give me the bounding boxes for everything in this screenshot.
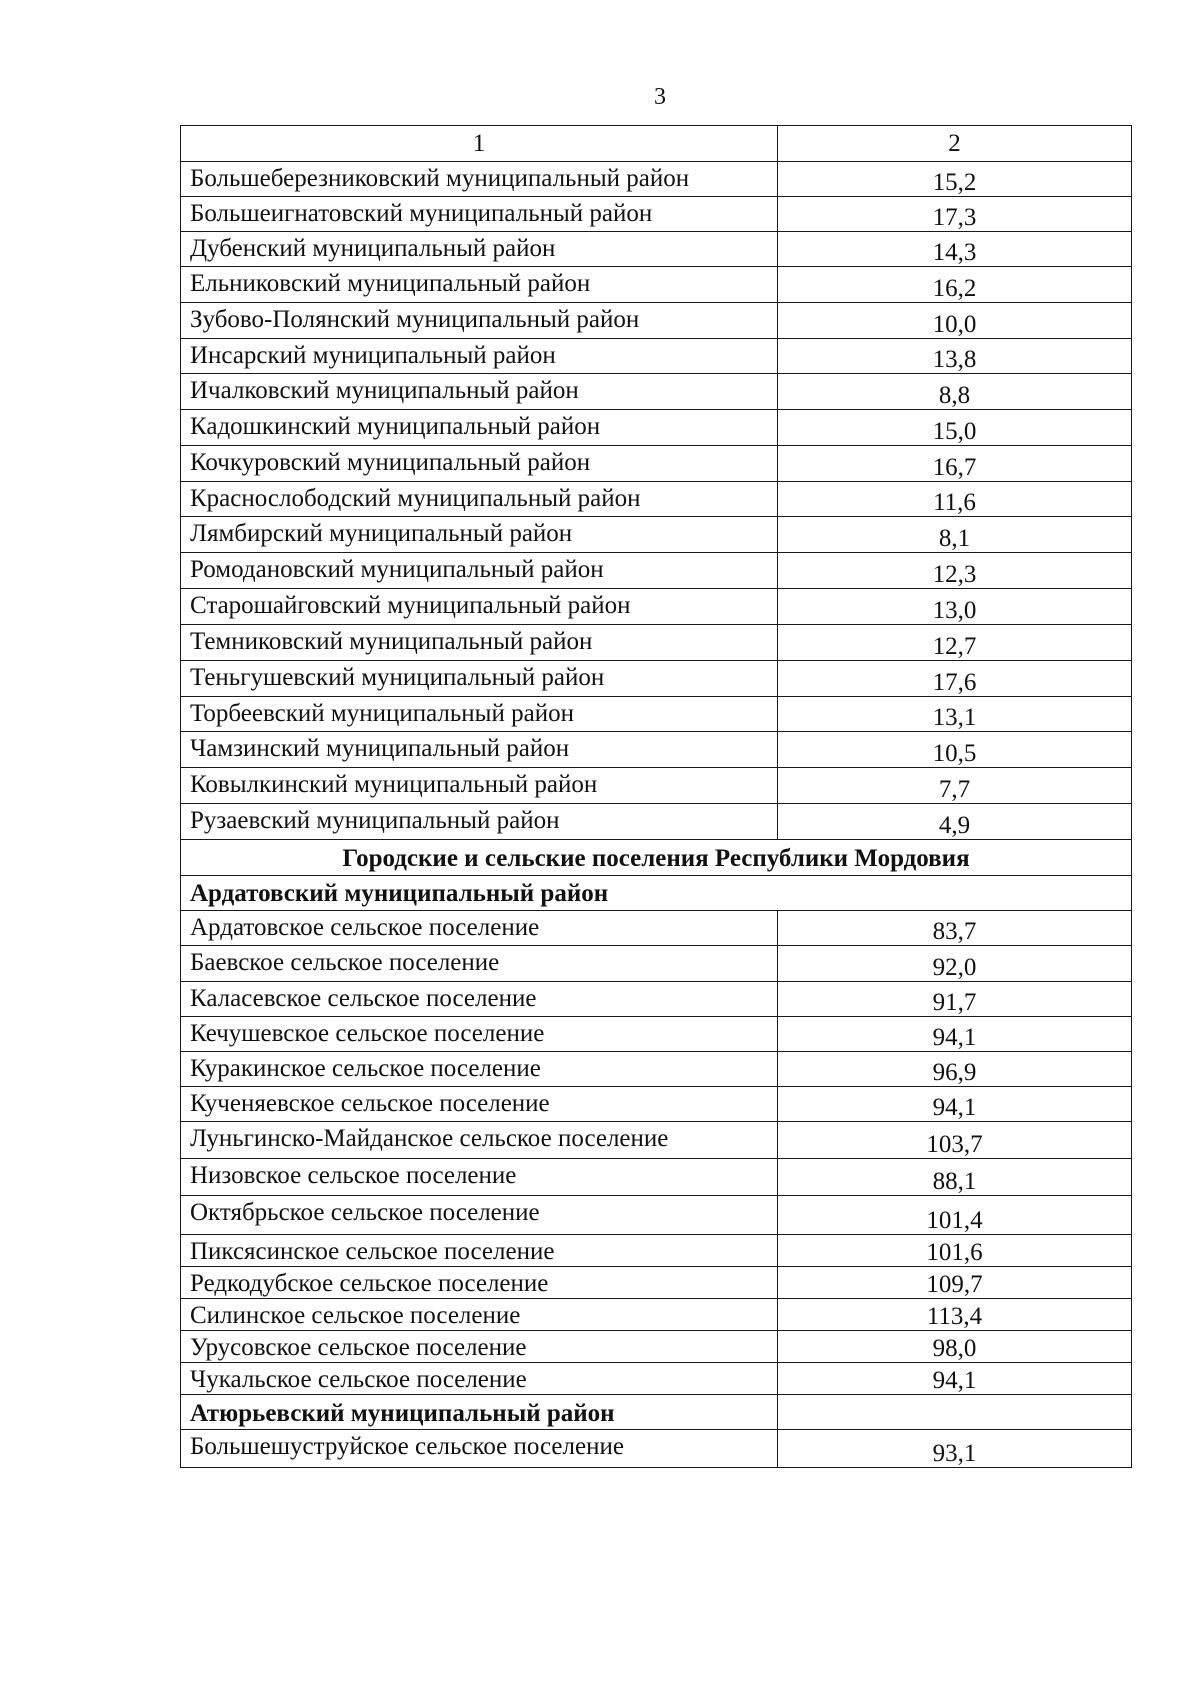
settlement-row <box>181 1267 1132 1299</box>
row-value: 12,3 <box>778 553 1132 589</box>
settlement-row <box>181 1122 1132 1159</box>
settlement-row <box>181 1331 1132 1363</box>
settlement-row <box>181 946 1132 982</box>
district-row <box>181 482 1132 517</box>
data-table <box>180 125 1132 1468</box>
row-name: Ромодановский муниципальный район <box>181 553 778 589</box>
row-value: 88,1 <box>778 1159 1132 1196</box>
row-name: Кечушевское сельское поселение <box>181 1017 778 1052</box>
subsection-heading: Ардатовский муниципальный район <box>181 876 1132 911</box>
row-value: 94,1 <box>778 1087 1132 1122</box>
row-value: 17,3 <box>778 197 1132 232</box>
row-value: 17,6 <box>778 661 1132 697</box>
settlement-row <box>181 1299 1132 1331</box>
subsection-heading-row <box>181 1395 1132 1430</box>
row-name: Зубово-Полянский муниципальный район <box>181 303 778 339</box>
row-value: 16,2 <box>778 267 1132 303</box>
row-name: Краснослободский муниципальный район <box>181 482 778 517</box>
row-value: 92,0 <box>778 946 1132 982</box>
district-row <box>181 410 1132 446</box>
row-value: 13,1 <box>778 697 1132 732</box>
row-name: Баевское сельское поселение <box>181 946 778 982</box>
row-value: 8,8 <box>778 374 1132 410</box>
row-name: Чукальское сельское поселение <box>181 1363 778 1395</box>
row-value: 13,0 <box>778 589 1132 625</box>
row-value: 10,5 <box>778 732 1132 768</box>
row-name: Ельниковский муниципальный район <box>181 267 778 303</box>
row-value: 109,7 <box>778 1267 1132 1299</box>
table-header-row <box>181 126 1132 162</box>
row-value: 94,1 <box>778 1017 1132 1052</box>
row-name: Большеберезниковский муниципальный район <box>181 162 778 197</box>
district-row <box>181 517 1132 553</box>
section-heading-row <box>181 840 1132 876</box>
row-name: Дубенский муниципальный район <box>181 232 778 267</box>
district-row <box>181 197 1132 232</box>
district-row <box>181 303 1132 339</box>
row-name: Редкодубское сельское поселение <box>181 1267 778 1299</box>
row-name: Чамзинский муниципальный район <box>181 732 778 768</box>
settlement-row <box>181 911 1132 946</box>
district-row <box>181 232 1132 267</box>
settlement-row <box>181 1087 1132 1122</box>
row-name: Силинское сельское поселение <box>181 1299 778 1331</box>
section-heading: Городские и сельские поселения Республики Мордовия <box>181 840 1132 876</box>
row-name: Лямбирский муниципальный район <box>181 517 778 553</box>
row-value: 98,0 <box>778 1331 1132 1363</box>
settlement-row <box>181 1235 1132 1267</box>
row-name: Кученяевское сельское поселение <box>181 1087 778 1122</box>
row-name: Старошайговский муниципальный район <box>181 589 778 625</box>
district-row <box>181 339 1132 374</box>
row-value: 7,7 <box>778 768 1132 804</box>
row-value: 15,0 <box>778 410 1132 446</box>
row-name: Ардатовское сельское поселение <box>181 911 778 946</box>
empty-cell <box>778 1395 1132 1430</box>
district-row <box>181 374 1132 410</box>
district-row <box>181 553 1132 589</box>
district-row <box>181 589 1132 625</box>
row-value: 8,1 <box>778 517 1132 553</box>
settlement-row <box>181 1430 1132 1468</box>
row-name: Кадошкинский муниципальный район <box>181 410 778 446</box>
district-row <box>181 768 1132 804</box>
row-value: 14,3 <box>778 232 1132 267</box>
row-name: Октябрьское сельское поселение <box>181 1196 778 1235</box>
subsection-heading-row <box>181 876 1132 911</box>
column-header-1: 1 <box>181 126 778 162</box>
row-value: 96,9 <box>778 1052 1132 1087</box>
row-name: Теньгушевский муниципальный район <box>181 661 778 697</box>
column-header-2: 2 <box>778 126 1132 162</box>
subsection-heading: Атюрьевский муниципальный район <box>181 1395 778 1430</box>
district-row <box>181 697 1132 732</box>
row-name: Большешуструйское сельское поселение <box>181 1430 778 1468</box>
settlement-row <box>181 1017 1132 1052</box>
district-row <box>181 804 1132 840</box>
district-row <box>181 661 1132 697</box>
row-value: 12,7 <box>778 625 1132 661</box>
district-row <box>181 446 1132 482</box>
row-value: 94,1 <box>778 1363 1132 1395</box>
row-name: Куракинское сельское поселение <box>181 1052 778 1087</box>
settlement-row <box>181 1159 1132 1196</box>
settlement-row <box>181 1052 1132 1087</box>
row-name: Урусовское сельское поселение <box>181 1331 778 1363</box>
settlement-row <box>181 1196 1132 1235</box>
district-row <box>181 162 1132 197</box>
row-value: 93,1 <box>778 1430 1132 1468</box>
row-name: Пиксясинское сельское поселение <box>181 1235 778 1267</box>
row-name: Торбеевский муниципальный район <box>181 697 778 732</box>
district-row <box>181 732 1132 768</box>
table-body <box>181 126 1132 1468</box>
row-value: 11,6 <box>778 482 1132 517</box>
row-name: Кочкуровский муниципальный район <box>181 446 778 482</box>
row-value: 16,7 <box>778 446 1132 482</box>
row-value: 83,7 <box>778 911 1132 946</box>
row-value: 101,4 <box>778 1196 1132 1235</box>
row-value: 10,0 <box>778 303 1132 339</box>
row-name: Рузаевский муниципальный район <box>181 804 778 840</box>
page-number: 3 <box>654 84 666 110</box>
row-name: Каласевское сельское поселение <box>181 982 778 1017</box>
settlement-row <box>181 1363 1132 1395</box>
row-name: Низовское сельское поселение <box>181 1159 778 1196</box>
row-name: Темниковский муниципальный район <box>181 625 778 661</box>
row-name: Инсарский муниципальный район <box>181 339 778 374</box>
row-value: 4,9 <box>778 804 1132 840</box>
row-value: 113,4 <box>778 1299 1132 1331</box>
row-value: 101,6 <box>778 1235 1132 1267</box>
row-value: 15,2 <box>778 162 1132 197</box>
row-value: 13,8 <box>778 339 1132 374</box>
row-name: Ичалковский муниципальный район <box>181 374 778 410</box>
district-row <box>181 267 1132 303</box>
settlement-row <box>181 982 1132 1017</box>
row-name: Ковылкинский муниципальный район <box>181 768 778 804</box>
row-value: 91,7 <box>778 982 1132 1017</box>
row-name: Луньгинско-Майданское сельское поселение <box>181 1122 778 1159</box>
row-value: 103,7 <box>778 1122 1132 1159</box>
district-row <box>181 625 1132 661</box>
row-name: Большеигнатовский муниципальный район <box>181 197 778 232</box>
